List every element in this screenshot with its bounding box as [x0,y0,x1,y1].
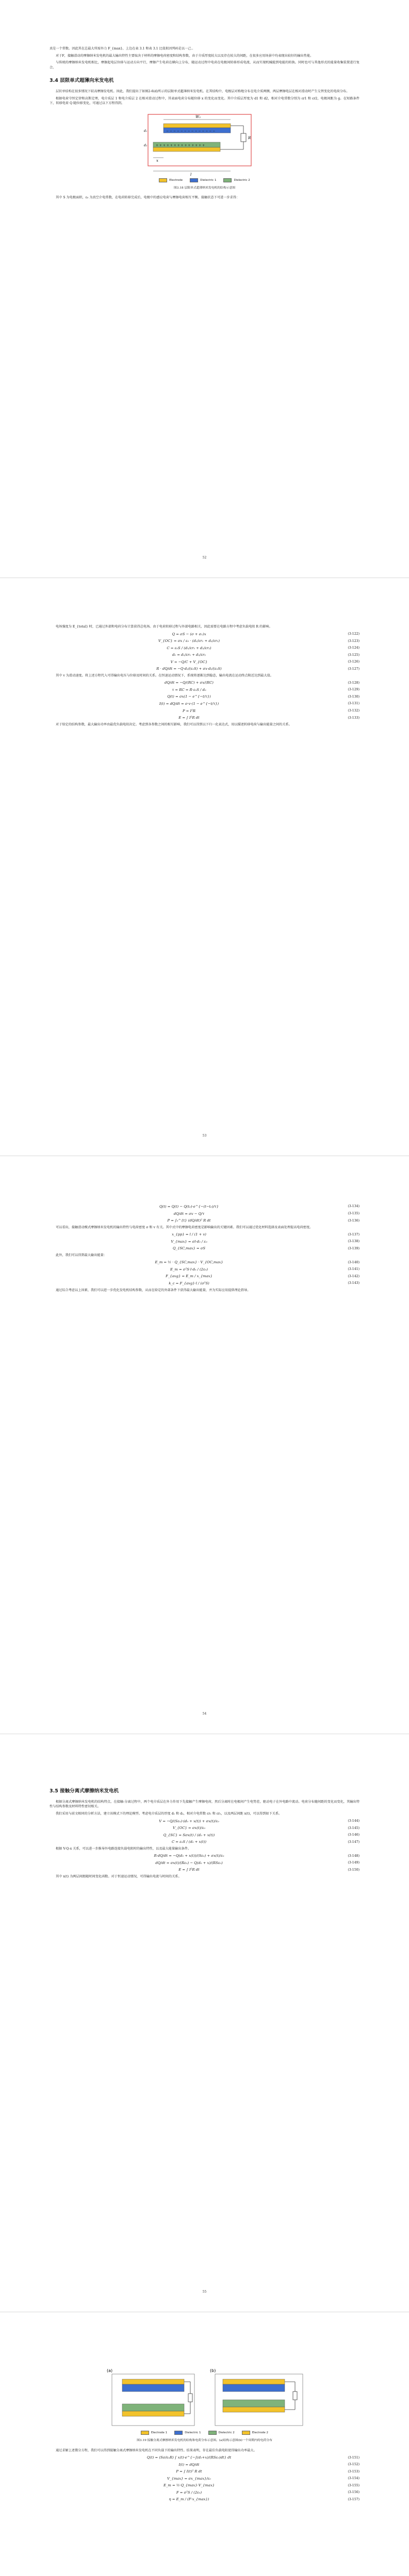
equation-row [50,1246,359,1251]
paragraph: 其中 x(t) 为两层间距随时间变化函数。对于恒速运动情况，可得输出电流与时间的关系。 [56,1874,182,1878]
equation-number: (3-144) [348,1819,359,1823]
equation-number: (3-154) [348,2477,359,2481]
panel-b [210,2368,303,2426]
equation-number: (3-155) [348,2483,359,2487]
equation: P = I²R [182,708,196,713]
panel-a [107,2368,194,2426]
equation-row [50,646,359,651]
equation-number: (3-156) [348,2490,359,2495]
paragraph: 对于给定的结构参数，最大输出功率由最优负载电阻决定。考虑到各参数之间的相互影响，我们可以得到以下归一化表达式，用以描述转移电荷与输出能量之间的关系。 [56,722,292,726]
page-1 [0,0,409,578]
equation-number: (3-125) [348,653,359,657]
legend-label: Dielectric 1 [200,178,217,182]
legend-swatch-dielectric-1 [190,178,198,182]
equation-row [50,1204,359,1210]
equation-number: (3-151) [348,2455,359,2460]
equation-number: (3-149) [348,1861,359,1865]
equation-number: (3-148) [348,1854,359,1858]
equation-block [50,1819,359,1845]
legend-item [208,2431,235,2435]
equation-row [50,632,359,637]
paragraph: 根据电荷守恒定律和高斯定理，电介质层 1 和电介质层 2 在相对滑动过程中，其表面电荷分布随位移 x 的变化而变化。其中介质层厚度为 d1 和 d2，相对介电常数分别为 εr1 和 εr2，电极间距为 g。在短路条件下，转移电荷 Q 随位移变化，可通过以下方程得到。 [50,96,359,106]
paragraph: 根据分离式摩擦纳米发电机的结构特点，在接触-分离过程中，两个电介质层在外力作用下先接触产生摩擦电荷，然后分离时在电极间产生电势差，驱动电子在外电路中流动。电荷分布随间距的变化而变化，其输出特性与结构参数及材料特性密切相关。 [50,1800,359,1809]
equation-number: (3-134) [348,1205,359,1209]
equation-row [50,1239,359,1245]
equation: E = ∫ I²R dt [178,1868,200,1872]
equation-number: (3-128) [348,681,359,685]
equation-number: (3-131) [348,702,359,706]
equation-block [50,632,359,672]
equation-row [50,2462,359,2468]
equation-number: (3-145) [348,1826,359,1830]
page-2-content [50,624,359,729]
legend-swatch-electrode-1 [141,2431,149,2435]
equation-number: (3-129) [348,688,359,692]
svg-text:+ + + + + + + + + + + + + +: + + + + + + + + + + + + + + [155,143,205,147]
paragraph: 通过求解上述微分方程，我们可以得到接触分离式摩擦纳米发电机在不同负载下的输出特性。结果表明，存在最佳负载电阻使得输出功率最大。 [56,2448,257,2452]
legend-item [141,2431,167,2435]
displacement-label: x [156,158,158,163]
d2-label: d₂ [143,143,147,147]
equation-number: (3-147) [348,1840,359,1844]
equation-row [50,715,359,721]
equation-number: (3-127) [348,667,359,671]
legend-item [223,178,250,183]
equation: E = ∫ I²R dt [178,716,200,720]
equation-number: (3-137) [348,1232,359,1236]
equation-number: (3-142) [348,1274,359,1278]
electrode-2 [122,2411,184,2416]
equation-number: (3-133) [348,716,359,720]
equation-row [50,1839,359,1845]
equation-number: (3-123) [348,639,359,643]
equation: dQ/dt = σv − Q/τ [173,1211,205,1216]
equation: C = ε₀S / (d₀ + x(t)) [171,1840,207,1844]
load-resistor [241,133,246,142]
equation-row [50,1260,359,1265]
equation-row [50,1267,359,1273]
equation: V = −Q/(Sε₀)·(d₀ + x(t)) + σx(t)/ε₀ [159,1819,219,1823]
figure-legend [50,2431,359,2435]
dielectric-1 [122,2384,184,2392]
figure-frame [148,114,251,166]
equation-number: (3-152) [348,2463,359,2467]
equation-row [50,2469,359,2475]
load-label: R [248,135,251,140]
page-5-content [50,2359,359,2504]
paragraph: 电场强度为 E_{total} 时，已通过外部和电荷分布计算获得总电场。由于电荷转移过程与外部电路相关，因此需要在电路方程中考虑负载电阻 R 的影响。 [56,625,272,629]
equation: E_m = σ²S·l·d₀ / (2ε₀) [170,1267,208,1272]
equation: V_{OC} = σx(t)/ε₀ [173,1826,205,1831]
equation-number: (3-130) [348,694,359,699]
equation: dQ/dt = −Q/(RC) + σx/(RC) [165,681,214,685]
equation-row [50,1867,359,1873]
equation-row [50,708,359,714]
section-heading: 3.5 接触分离式摩擦纳米发电机 [50,1788,119,1794]
equation: η = E_m / (F·x_{max}) [169,2497,209,2502]
equation-row [50,666,359,672]
equation-number: (3-122) [348,632,359,636]
equation-row [50,1833,359,1838]
equation: I(t) = dQ/dt = σ·v·(1 − e^{−t/τ}) [159,702,219,706]
page-number: 52 [202,555,207,560]
equation: x_{pp} = l / (1 + v) [172,1232,206,1237]
equation-row [50,638,359,644]
length-label: W₂ [195,114,201,119]
dielectric-1 [223,2384,285,2392]
equation: V = −Q/C + V_{OC} [170,659,208,664]
equation-number: (3-153) [348,2469,359,2473]
equation: R·dQ/dt = −Q(d₀ + x(t))/(Sε₀) + σx(t)/ε₀ [154,1854,224,1858]
equation: P = ∫ I(t)² R dt [176,2469,202,2474]
equation-row [50,1860,359,1866]
paragraph: 根据 V-Q-x 关系，可以进一步推导外电路连接负载电阻时的输出特性，以及最大能量输出条件。 [56,1846,191,1851]
figure-319 [102,2363,308,2430]
legend-label: Dielectric 2 [218,2431,235,2434]
equation: I(t) = dQ/dt [178,2462,200,2467]
page-3 [0,1156,409,1734]
equation: C = ε₀S / (d₁/εr₁ + d₂/εr₂) [167,646,211,650]
electrode-top [163,124,231,128]
page-4 [0,1734,409,2312]
paragraph: 层状单结构在很多情况下较高摩擦发电机。因此，我们提出了如图2-6(d)所示的层限单式超薄纳米发电机。在其结构中，电极层对称地分布在电介质两侧，两层摩擦电层在相对滑动时产生交替变化的电荷分布。 [56,90,350,94]
legend-label: Dielectric 2 [234,178,250,182]
equation-row [50,687,359,693]
legend-swatch-dielectric-1 [174,2431,183,2435]
equation-number: (3-143) [348,1281,359,1285]
equation-number: (3-157) [348,2497,359,2501]
equation-block [50,2455,359,2502]
page-number: 55 [202,2290,207,2294]
equation: P = ∫₀^{t} (dQ/dt)² R dt [167,1218,211,1223]
electrode-1 [223,2379,285,2384]
equation-row [50,1281,359,1286]
electrode-1 [122,2379,184,2384]
legend-item [242,2431,268,2435]
paragraph: 其中 v 为滑动速度。将上述方程代入可得输出电压与位移及时间的关系。在恒速运动情况下，系统将逐渐达到稳态，输出电流在运动终点附近达到最大值。 [56,673,273,677]
equation-row [50,1853,359,1859]
equation-number: (3-141) [348,1267,359,1272]
legend-label: Electrode [169,178,183,182]
equation: V_{OC} = σx / ε₀ · (d₁/εr₁ + d₂/εr₂) [158,639,220,643]
equation: R · dQ/dt = −Q·d₀/(ε₀S) + σx·d₀/(ε₀S) [156,667,222,671]
legend-item [159,178,183,183]
equation: Q(t) = Q(t) − Q(t₀)·e^{−(t−t₀)/τ} [159,1205,219,1209]
load-resistor [188,2394,192,2402]
equation-block [50,680,359,720]
legend-swatch-electrode [159,178,167,182]
equation-block [50,1260,359,1286]
electrode-2 [223,2407,285,2412]
equation-block [50,1204,359,1224]
equation-row [50,2483,359,2488]
equation-row [50,2497,359,2502]
paragraph: 可以看出，接触滑动模式摩擦纳米发电机的输出特性与电荷密度 σ 和 v 有关。其中式中的摩擦电荷密度是影响输出的关键因素。我们可以通过优化材料选择及表面处理提高电荷密度。 [56,1225,313,1229]
equation-number: (3-146) [348,1833,359,1837]
dielectric-2 [122,2404,184,2411]
equation-number: (3-135) [348,1211,359,1215]
equation-number: (3-150) [348,1868,359,1872]
dielectric-2 [223,2400,285,2407]
paragraph: 对于F，接触滑动的摩擦纳米发电机的最大输出特性主要取决于材料的摩擦电荷密度和结构参数，由于介质厚度较大以及存在较大的间距，在很多应用场景中均表现出较好的输出性能。 [56,54,314,58]
equation-number: (3-140) [348,1260,359,1264]
equation-row [50,1232,359,1238]
equation: E_m = ½ · Q_{SC,max} · V_{OC,max} [155,1260,223,1265]
equation-row [50,1211,359,1217]
equation-row [50,1819,359,1824]
paragraph: 其中 S 为电极面积，ε₀ 为真空介电常数，在电荷转移完成后，电极中的感应电荷与摩擦电荷相互平衡。接触状态下可进一步求得： [56,196,240,200]
equation-row [50,1218,359,1224]
equation: F = σ²S / (2ε₀) [176,2490,202,2495]
equation-row [50,2490,359,2496]
legend-label: Electrode 1 [151,2431,168,2434]
panel-b-label: (b) [209,2368,216,2373]
equation: E_m = ½·Q_{max}·V_{max} [163,2483,215,2488]
svg-text:− − − − − − − − − − − − − −: − − − − − − − − − − − − − − [166,129,215,133]
page-3-content [50,1202,359,1295]
equation-row [50,652,359,658]
equation: Q_{SC,max} = σS [172,1246,206,1251]
equation-number: (3-139) [348,1246,359,1250]
equation: V_{max} = σx_{max}/ε₀ [167,2476,211,2481]
legend-item [190,178,216,183]
equation: τ = RC = R·ε₀S / d₀ [172,687,206,692]
paragraph: 真是一个常数。因此其在总最大所需外力 F_{max}，上边在表 3.1 和表 3.1 比值拟因列码是以一己.. [50,47,193,50]
equation-number: (3-124) [348,646,359,650]
legend-swatch-dielectric-2 [223,178,232,182]
equation-block [50,1853,359,1873]
figure-legend [50,178,359,183]
equation-number: (3-132) [348,708,359,713]
panel-a-label: (a) [106,2368,112,2373]
figure-318 [127,110,282,177]
equation: k_c = F_{avg}·l / (σ²S) [169,1281,209,1285]
equation-row [50,701,359,707]
page-number: 54 [202,1711,207,1716]
equation: Q(t) = σx(1 − e^{−t/τ}) [167,694,211,699]
equation-row [50,659,359,665]
paragraph: 此外，我们可以得到最大输出能量： [56,1253,107,1257]
equation: F_{avg} = E_m / x_{max} [166,1274,212,1279]
equation: d₀ = d₁/εr₁ + d₂/εr₂ [172,653,206,657]
equation: Q = σS − (σ + σ₁)x [172,632,206,636]
legend-item [174,2431,201,2435]
figure-caption: 图3.18 层限单式超薄纳米发电机的结构示意图 [173,186,236,190]
d1-label: d₁ [143,129,147,133]
paragraph: 我们采用与前文相同的分析方法，建立该模式下的理论模型。考虑电介质层的厚度 d₁ 和 d₂，相对介电常数 εr₁ 和 εr₂，以及两层间距 x(t)，可以得到如下关系。 [56,1811,282,1816]
page-5 [0,2312,409,2576]
equation: V_{max} = σl·d₀ / ε₀ [171,1239,207,1244]
equation-row [50,1274,359,1279]
equation: dQ/dt = σx(t)/(Rε₀) − Q(d₀ + x)/(RSε₀) [155,1860,223,1865]
equation-number: (3-138) [348,1240,359,1244]
paragraph: 与传统的摩擦纳米发电机相比，摩擦起电层位移与运动方向平行，摩擦产生电荷在横向上分布，随运动过程中电荷在电极间转移形成电流，从而实现机械能到电能的转换。同时也可与其他形式的能量收集装置进行复合。 [50,61,359,70]
equation-number: (3-136) [348,1218,359,1223]
page-2 [0,578,409,1156]
equation-block [50,1232,359,1251]
paragraph: 通过综合考虑以上因素，我们可以进一步优化发电机结构参数，从而在给定的外部条件下获得最大输出能量，并为实际应用提供理论指导。 [56,1288,251,1292]
legend-swatch-electrode-2 [242,2431,250,2435]
page-number: 53 [202,1133,207,1138]
equation-row [50,2476,359,2482]
load-resistor [293,2392,297,2400]
legend-label: Electrode 2 [252,2431,269,2434]
total-length-label: l [190,172,191,177]
page-4-content [50,1781,359,1881]
section-heading: 3.4 层限单式超薄向米发电机 [50,78,114,84]
equation: Q_{SC} = Sσx(t) / (d₀ + x(t)) [163,1833,215,1837]
equation-row [50,2455,359,2461]
page-1-content [50,46,359,202]
equation-number: (3-126) [348,660,359,664]
equation-row [50,1825,359,1831]
legend-label: Dielectric 1 [185,2431,201,2434]
figure-caption: 图3.19 接触分离式摩擦纳米发电机的结构和电荷分布示意图。(a)结构示意图(b)一个周期内的电荷分布 [137,2438,272,2442]
equation-row [50,680,359,686]
electrode-bottom [153,147,220,151]
legend-swatch-dielectric-2 [208,2431,217,2435]
equation: Q(t) = (Sσ/ε₀R) ∫ x(t)·e^{−∫(d₀+x)/(RSε₀)dt} dt [146,2455,232,2460]
equation-row [50,694,359,700]
